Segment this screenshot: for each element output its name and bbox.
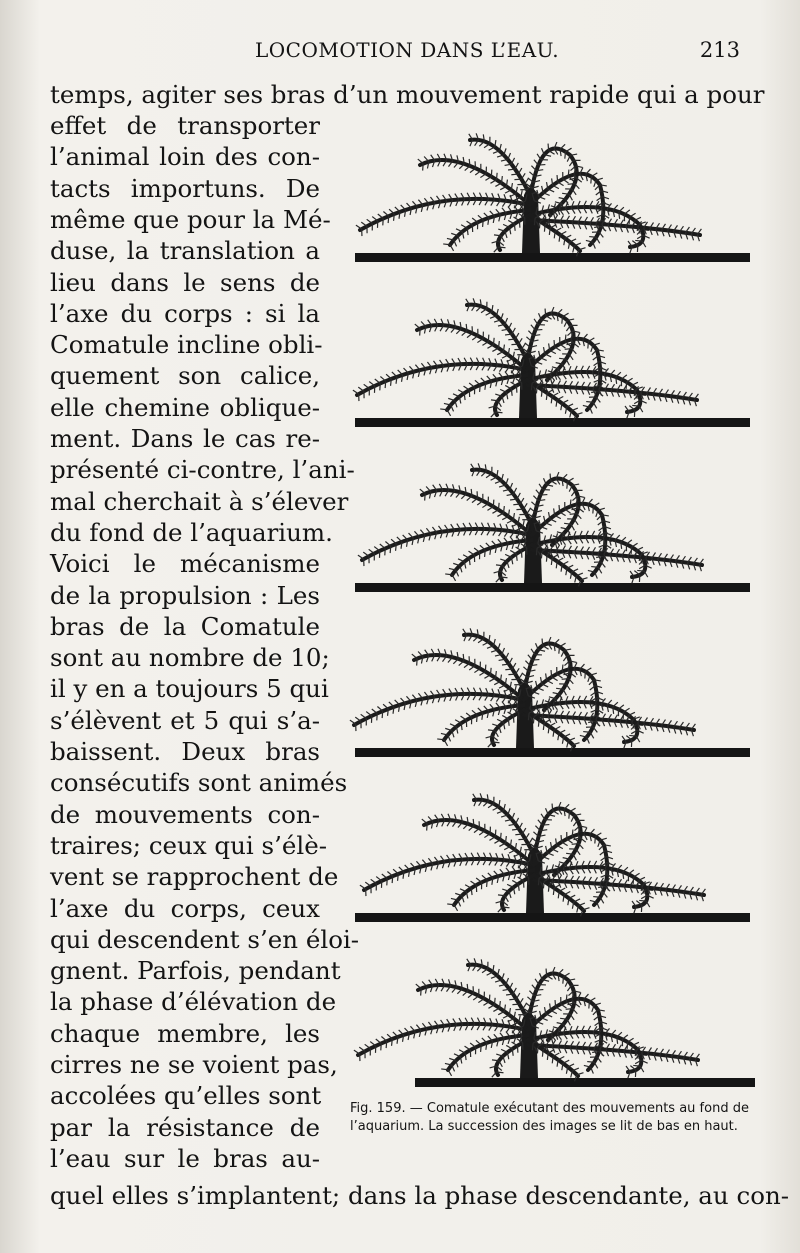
text-line: chaque membre, les [50, 1018, 320, 1048]
pinnule [634, 873, 640, 877]
pinnule [572, 830, 573, 837]
text-line: gnent. Parfois, pendant [50, 956, 341, 986]
pinnule [531, 383, 532, 390]
pinnule [593, 897, 600, 898]
pinnule [477, 715, 478, 722]
pinnule [532, 660, 539, 661]
pinnule [488, 1005, 494, 1009]
pinnule [511, 174, 518, 175]
pinnule [392, 876, 393, 883]
pinnule [542, 1050, 543, 1057]
pinnule [492, 510, 498, 514]
pinnule [630, 213, 636, 217]
pinnule [505, 669, 512, 670]
figure-panel-6 [340, 950, 760, 1100]
pinnule [552, 677, 558, 681]
pinnule [633, 1065, 640, 1066]
pinnule [534, 218, 535, 225]
crinoid-arm [444, 705, 524, 740]
pinnule [538, 165, 545, 166]
text-line: consécutifs sont animés [50, 768, 348, 798]
pinnule [473, 819, 474, 826]
figure-panel-5 [340, 785, 760, 935]
pinnule [591, 177, 592, 184]
pinnule [553, 888, 554, 895]
pinnule [635, 240, 642, 241]
text-line: accolées qu’elles sont [50, 1081, 322, 1111]
pinnule [390, 546, 391, 553]
figure-panel-3 [340, 455, 760, 605]
pinnule [562, 679, 569, 680]
pinnule [484, 675, 490, 679]
pinnule [386, 1041, 387, 1048]
pinnule [398, 874, 399, 881]
pinnule [561, 835, 562, 842]
text-line: bras de la Comatule [50, 611, 320, 641]
pinnule [536, 386, 537, 393]
pinnule [490, 668, 491, 675]
pinnule [503, 907, 510, 908]
pinnule [469, 159, 470, 166]
pinnule [585, 672, 586, 679]
text-line: même que pour la Mé- [50, 204, 331, 234]
pinnule [487, 345, 493, 349]
pinnule [497, 1072, 504, 1073]
crinoid-arm [452, 540, 532, 575]
pinnule [493, 338, 494, 345]
pinnule [501, 176, 502, 183]
pinnule [532, 1043, 533, 1050]
pinnule [392, 1039, 393, 1046]
pinnule [566, 995, 567, 1002]
aquarium-floor [355, 418, 750, 427]
pinnule [595, 837, 596, 844]
pinnule [494, 235, 501, 236]
pinnule [632, 405, 639, 406]
pinnule [568, 170, 569, 177]
aquarium-floor [355, 913, 750, 922]
figure-159 [340, 125, 760, 1095]
comatule-drawing [340, 125, 760, 275]
text-line: la phase d’élévation de [50, 987, 337, 1017]
pinnule [562, 665, 563, 672]
pinnule [559, 505, 560, 512]
pinnule [556, 1007, 562, 1011]
pinnule [550, 474, 551, 481]
figure-panel-2 [340, 290, 760, 440]
pinnule [591, 567, 598, 568]
pinnule [555, 347, 561, 351]
aquarium-floor [355, 583, 750, 592]
pinnule [498, 341, 499, 348]
pinnule [511, 389, 512, 396]
aquarium-floor [415, 1078, 755, 1087]
pinnule [551, 670, 552, 677]
text-line: qui descendent s’en éloi- [50, 924, 360, 954]
text-line: de mouvements con- [50, 799, 320, 829]
pinnule [562, 842, 568, 846]
crinoid-arm [450, 210, 530, 245]
pinnule [593, 507, 594, 514]
text-line: Voici le mécanisme [50, 549, 320, 579]
pinnule [498, 895, 505, 896]
text-line: ment. Dans le cas re- [50, 424, 320, 453]
figure-caption-number: Fig. 159. [350, 1101, 406, 1116]
pinnule [583, 732, 590, 733]
pinnule [543, 881, 544, 888]
pinnule [500, 833, 501, 840]
pinnule [523, 503, 527, 509]
pinnule [461, 723, 462, 730]
pinnule [547, 1053, 548, 1060]
pinnule [562, 317, 563, 324]
text-line: effet de transporter [50, 111, 320, 140]
pinnule [533, 716, 534, 723]
text-line: il y en a toujours 5 qui [50, 674, 329, 704]
crinoid-arm [448, 1035, 528, 1070]
figure-panel-4 [340, 620, 760, 770]
pinnule [466, 324, 467, 331]
running-title: LOCOMOTION DANS L’EAU. [255, 38, 560, 62]
pinnule [495, 671, 496, 678]
pinnule [437, 739, 444, 740]
pinnule [588, 342, 589, 349]
pinnule [535, 330, 542, 331]
crinoid-arm [447, 375, 527, 410]
pinnule [514, 224, 515, 231]
pinnule [467, 984, 468, 991]
pinnule [509, 999, 516, 1000]
comatule-drawing [340, 290, 760, 440]
pinnule [515, 668, 519, 674]
pinnule [488, 730, 495, 731]
pinnule [515, 834, 522, 835]
pinnule [637, 570, 644, 571]
pinnule [471, 888, 472, 895]
pinnule [552, 804, 553, 811]
pinnule [396, 544, 397, 551]
text-line: s’élèvent et 5 qui s’a- [50, 705, 320, 735]
pinnule [538, 720, 539, 727]
pinnule [548, 144, 549, 151]
pinnule [589, 237, 596, 238]
text-line: traires; ceux qui s’élè- [50, 830, 327, 860]
pinnule [516, 554, 517, 561]
pinnule [388, 709, 389, 716]
pinnule [492, 1060, 499, 1061]
pinnule [586, 402, 593, 403]
text-line: l’eau sur le bras au- [50, 1143, 320, 1173]
pinnule [467, 228, 468, 235]
pinnule [512, 1049, 513, 1056]
pinnule [513, 504, 520, 505]
pinnule [443, 244, 450, 245]
pinnule [508, 719, 509, 726]
text-line: l’animal loin des con- [50, 142, 320, 172]
pinnule [494, 840, 500, 844]
pinnule [616, 377, 617, 384]
pinnule [447, 904, 454, 905]
pinnule [469, 558, 470, 565]
pinnule [471, 489, 472, 496]
pinnule [490, 180, 496, 184]
pinnule [496, 173, 497, 180]
pinnule [563, 977, 564, 984]
pinnule [613, 707, 614, 714]
figure-caption [350, 1100, 755, 1136]
pinnule [388, 216, 389, 223]
pinnule [487, 880, 488, 887]
pinnule [554, 340, 555, 347]
pinnule [539, 221, 540, 228]
pinnule [587, 1062, 594, 1063]
pinnule [463, 654, 464, 661]
pinnule [525, 833, 529, 839]
pinnule [624, 708, 630, 712]
pinnule [619, 212, 620, 219]
pinnule [498, 503, 499, 510]
pinnule [570, 514, 577, 515]
pinnule [628, 1038, 634, 1042]
pinnule [557, 175, 558, 182]
pinnule [505, 836, 506, 843]
pinnule [503, 506, 504, 513]
pinnule [541, 390, 542, 397]
pinnule [559, 647, 560, 654]
pinnule [568, 184, 575, 185]
pinnule [485, 550, 486, 557]
pinnule [464, 393, 465, 400]
pinnule [394, 214, 395, 221]
pinnule [441, 1069, 448, 1070]
pinnule [560, 512, 566, 516]
pinnule [549, 228, 550, 235]
pinnule [538, 878, 539, 885]
pinnule [551, 558, 552, 565]
pinnule [570, 500, 571, 507]
pinnule [632, 543, 638, 547]
text-line: du fond de l’aquarium. [50, 517, 333, 547]
pinnule [501, 577, 508, 578]
pinnule [440, 409, 447, 410]
pinnule [528, 713, 529, 720]
text-line: elle chemine oblique- [50, 392, 320, 422]
pinnule [546, 969, 547, 976]
pinnule [566, 1009, 573, 1010]
text-line-last: quel elles s’implantent; dans la phase descendante, au con- [50, 1181, 789, 1210]
text-line-first: temps, agiter ses bras d’un mouvement rapide qui a pour [50, 80, 765, 109]
crinoid-arm [454, 870, 534, 905]
pinnule [519, 998, 523, 1004]
pinnule [521, 173, 525, 179]
pinnule [565, 152, 566, 159]
pinnule [537, 1046, 538, 1053]
pinnule [572, 844, 579, 845]
pinnule [565, 349, 572, 350]
comatule-drawing [340, 620, 760, 770]
text-line: par la résistance de [50, 1112, 320, 1142]
pinnule [382, 711, 383, 718]
comatule-drawing [340, 785, 760, 935]
pinnule [491, 400, 498, 401]
pinnule [518, 884, 519, 891]
pinnule [623, 872, 624, 879]
pinnule [385, 381, 386, 388]
pinnule [483, 220, 484, 227]
pinnule [536, 990, 543, 991]
pinnule [565, 335, 566, 342]
text-line: l’axe du corps : si la [50, 298, 320, 328]
pinnule [545, 309, 546, 316]
aquarium-floor [355, 253, 750, 262]
pinnule [445, 574, 452, 575]
pinnule [542, 825, 549, 826]
pinnule [617, 1037, 618, 1044]
text-line: présenté ci-contre, l’ani- [50, 455, 355, 485]
text-line: l’axe du corps, ceux [50, 893, 320, 923]
comatule-drawing [340, 950, 760, 1100]
pinnule [555, 1000, 556, 1007]
aquarium-floor [355, 748, 750, 757]
pinnule [639, 900, 646, 901]
text-line: tacts importuns. De [50, 173, 320, 203]
pinnule [543, 723, 544, 730]
pinnule [391, 379, 392, 386]
pinnule [558, 182, 564, 186]
pinnule [481, 1045, 482, 1052]
pinnule [544, 225, 545, 232]
figure-panel-1 [340, 125, 760, 275]
figure-caption-text: — Comatule exécutant des mouvements au fond de l’aquarium. La succession des images se lit de bas en haut. [350, 1101, 749, 1134]
pinnule [508, 339, 515, 340]
text-line: mal cherchait à s’élever [50, 486, 349, 516]
page-header [0, 38, 800, 72]
pinnule [496, 412, 503, 413]
pinnule [548, 885, 549, 892]
page-number: 213 [699, 38, 740, 62]
pinnule [621, 542, 622, 549]
text-line: duse, la translation a [50, 236, 320, 266]
pinnule [542, 639, 543, 646]
text-line: sont au nombre de 10; [50, 643, 330, 673]
text-line: de la propulsion : Les [50, 580, 320, 610]
pinnule [569, 812, 570, 819]
pinnule [499, 247, 506, 248]
pinnule [629, 735, 636, 736]
text-line: lieu dans le sens de [50, 267, 320, 297]
pinnule [465, 1053, 466, 1060]
pinnule [493, 742, 500, 743]
pinnule [540, 495, 547, 496]
pinnule [546, 393, 547, 400]
pinnule [546, 555, 547, 562]
comatule-drawing [340, 455, 760, 605]
pinnule [496, 565, 503, 566]
text-line: quement son calice, [50, 361, 320, 391]
pinnule [567, 482, 568, 489]
text-line: vent se rapprochent de [50, 862, 339, 892]
pinnule [541, 551, 542, 558]
text-line: cirres ne se voient pas, [50, 1050, 338, 1079]
text-line: Comatule incline obli- [50, 330, 323, 360]
pinnule [536, 548, 537, 555]
text-line: baissent. Deux bras [50, 737, 320, 766]
pinnule [499, 1001, 500, 1008]
pinnule [627, 378, 633, 382]
pinnule [480, 385, 481, 392]
pinnule [589, 1002, 590, 1009]
pinnule [518, 338, 522, 344]
pinnule [494, 998, 495, 1005]
